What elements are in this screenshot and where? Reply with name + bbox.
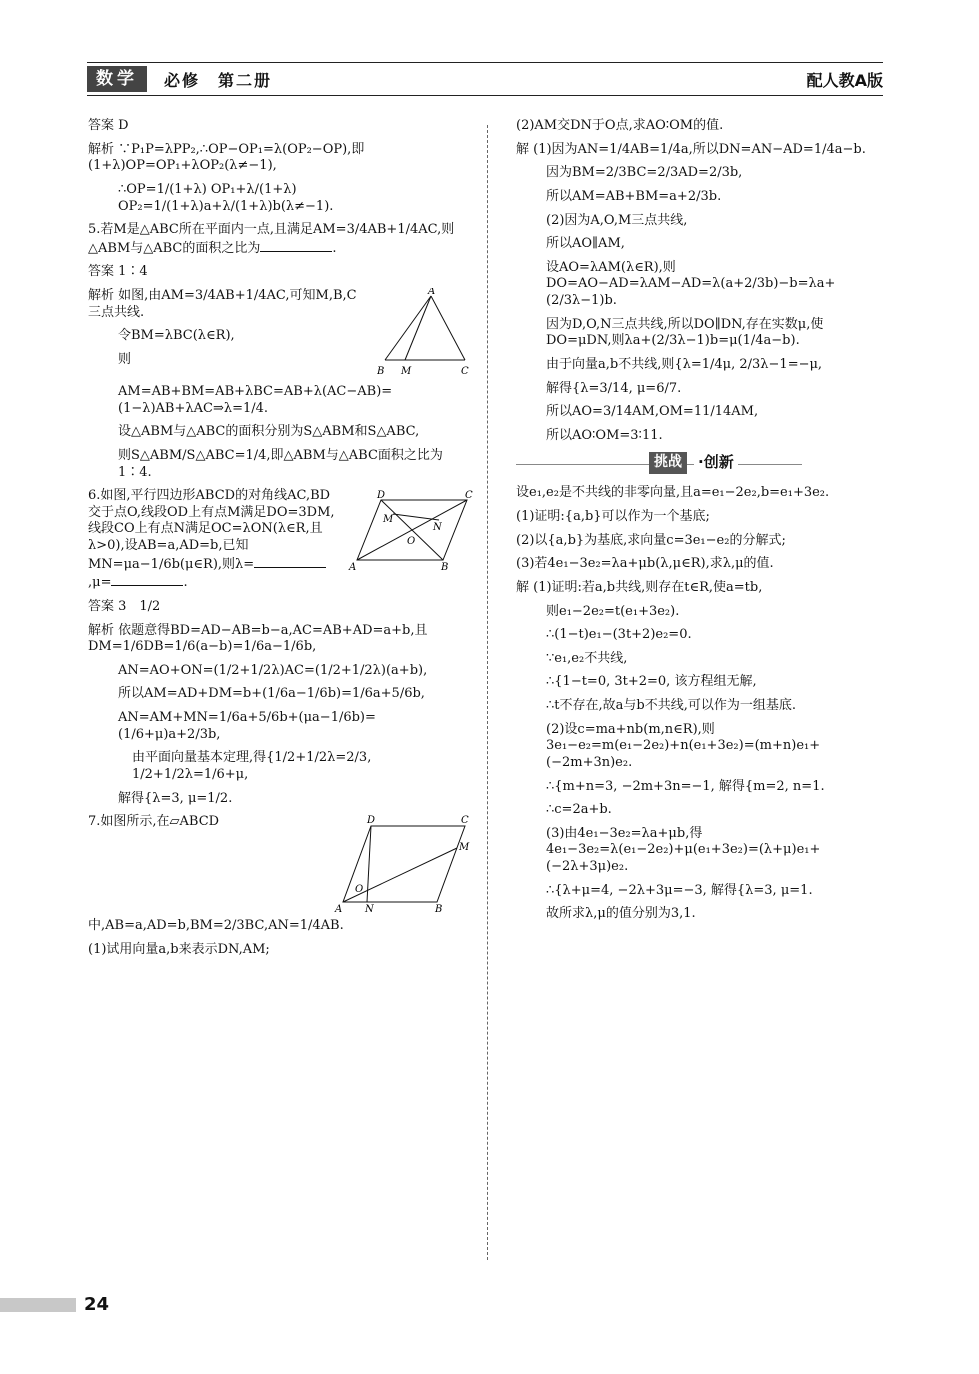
solution-7e: 所以AO∥AM,: [546, 236, 625, 252]
solution-7b: 因为BM=2/3BC=2/3AD=2/3b,: [546, 165, 743, 181]
analysis-6c: 所以AM=AD+DM=b+(1/6a−1/6b)=1/6a+5/6b,: [118, 686, 425, 702]
parallelogram-figure-6: [343, 488, 473, 572]
answer-6: 答案 3 1/2: [88, 598, 161, 614]
fig7-label-c: C: [461, 815, 469, 827]
solution-7i: 解得{λ=3/14, μ=6/7.: [546, 380, 682, 396]
question-7-part2: (2)AM交DN于O点,求AO∶OM的值.: [516, 118, 724, 133]
solution-7j: 所以AO=3/14AM,OM=11/14AM,: [546, 404, 759, 420]
solution-7h: 由于向量a,b不共线,则{λ=1/4μ, 2/3λ−1=−μ,: [546, 356, 823, 372]
challenge-solution-3: ∴(1−t)e₁−(3t+2)e₂=0.: [546, 627, 692, 643]
fig5-label-m: M: [401, 366, 412, 377]
challenge-solution-1: 解 (1)证明:若a,b共线,则存在t∈R,使a=tb,: [516, 579, 763, 595]
fig7-label-m: M: [459, 842, 470, 854]
analysis-5e: 则S△ABM/S△ABC=1/4,即△ABM与△ABC面积之比为1∶4.: [118, 447, 443, 480]
column-divider: [487, 125, 488, 1260]
challenge-solution-12: 故所求λ,μ的值分别为3,1.: [546, 906, 696, 922]
fig6-label-a: A: [349, 562, 357, 573]
challenge-badge: 挑战: [649, 452, 687, 474]
challenge-stem: 设e₁,e₂是不共线的非零向量,且a=e₁−2e₂,b=e₁+3e₂.: [516, 485, 830, 501]
analysis-6d: AN=AM+MN=1/6a+5/6b+(μa−1/6b)=(1/6+μ)a+2/3b,: [118, 710, 376, 742]
fig5-label-b: B: [377, 366, 385, 377]
solution-7f: 设AO=λAM(λ∈R),则DO=AO−AD=λAM−AD=λ(a+2/3b)−b=λa+(2/3λ−1)b.: [546, 259, 836, 308]
challenge-solution-5: ∴{1−t=0, 3t+2=0, 该方程组无解,: [546, 674, 757, 690]
analysis-6a: 解析 依题意得BD=AD−AB=b−a,AC=AB+AD=a+b,且DM=1/6DB=1/6(a−b)=1/6a−1/6b,: [88, 622, 428, 655]
right-column: [516, 118, 886, 930]
challenge-part2: (2)以{a,b}为基底,求向量c=3e₁−e₂的分解式;: [516, 532, 786, 548]
header-bottom-rule: [87, 95, 883, 96]
answer-blank-mu[interactable]: [111, 573, 183, 586]
fig5-label-a: A: [428, 288, 436, 297]
left-column: [88, 118, 473, 965]
solution-7g: 因为D,O,N三点共线,所以DO∥DN,存在实数μ,使DO=μDN,则λa+(2/3λ−1)b=μ(1/4a−b).: [546, 316, 824, 349]
challenge-solution-7: (2)设c=ma+nb(m,n∈R),则3e₁−e₂=m(e₁−2e₂)+n(e₁+3e₂)=(m+n)e₁+(−2m+3n)e₂.: [546, 721, 821, 770]
question-7: 7.如图所示,在▱ABCD中,AB=a,AD=b,BM=2/3BC,AN=1/4AB.: [88, 814, 344, 934]
challenge-section-header: [516, 451, 886, 477]
triangle-figure: [377, 288, 473, 380]
answer-blank[interactable]: [260, 239, 332, 252]
book-title: 必修 第二册: [164, 71, 273, 90]
fig6-label-m: M: [383, 514, 394, 526]
page-number: 24: [84, 1294, 110, 1315]
analysis-6b: AN=AO+ON=(1/2+1/2λ)AC=(1/2+1/2λ)(a+b),: [118, 662, 428, 678]
fig7-label-b: B: [435, 904, 443, 915]
solution-7d: (2)因为A,O,M三点共线,: [546, 212, 688, 228]
answer-4: 答案 D: [88, 118, 129, 133]
challenge-solution-6: ∴t不存在,故a与b不共线,可以作为一组基底.: [546, 698, 796, 713]
answer-blank-lambda[interactable]: [254, 555, 326, 568]
fig6-label-c: C: [465, 490, 473, 502]
analysis-5c: 则AM=AB+BM=AB+λBC=AB+λ(AC−AB)=(1−λ)AB+λAC⇒λ=1/4.: [118, 351, 393, 416]
challenge-solution-8: ∴{m+n=3, −2m+3n=−1, 解得{m=2, n=1.: [546, 778, 825, 794]
challenge-part3: (3)若4e₁−3e₂=λa+μb(λ,μ∈R),求λ,μ的值.: [516, 556, 774, 572]
footer-bar: [0, 1298, 76, 1312]
fig5-label-c: C: [461, 366, 469, 377]
solution-7a: 解 (1)因为AN=1/4AB=1/4a,所以DN=AN−AD=1/4a−b.: [516, 141, 866, 157]
analysis-5d: 设△ABM与△ABC的面积分别为S△ABM和S△ABC,: [118, 424, 420, 440]
innovation-title: ·创新: [694, 453, 738, 472]
challenge-solution-4: ∵e₁,e₂不共线,: [546, 650, 628, 666]
publisher-label: 配人教A版: [806, 71, 883, 90]
answer-5: 答案 1∶4: [88, 264, 148, 280]
analysis-5a: 解析 如图,由AM=3/4AB+1/4AC,可知M,B,C三点共线.: [88, 288, 357, 320]
solution-7c: 所以AM=AB+BM=a+2/3b.: [546, 188, 722, 204]
solution-7k: 所以AO∶OM=3∶11.: [546, 427, 663, 443]
analysis-5b: 令BM=λBC(λ∈R),: [118, 328, 235, 344]
header-top-rule: [87, 62, 883, 63]
subject-badge: 数学: [87, 66, 147, 92]
analysis-6e: 由平面向量基本定理,得{1/2+1/2λ=2/3, 1/2+1/2λ=1/6+μ,: [132, 750, 372, 782]
parallelogram-figure-7: [333, 814, 473, 914]
fig7-label-d: D: [367, 815, 376, 827]
fig7-label-o: O: [355, 884, 364, 896]
fig6-label-b: B: [441, 562, 449, 573]
fig6-label-o: O: [407, 536, 416, 548]
challenge-solution-2: 则e₁−2e₂=t(e₁+3e₂).: [546, 603, 680, 619]
fig6-label-d: D: [377, 490, 386, 502]
fig7-label-n: N: [365, 904, 374, 915]
challenge-solution-10: (3)由4e₁−3e₂=λa+μb,得4e₁−3e₂=λ(e₁−2e₂)+μ(e₁+3e₂)=(λ+μ)e₁+(−2λ+3μ)e₂.: [546, 825, 821, 874]
analysis-4-result: ∴OP=1/(1+λ) OP₁+λ/(1+λ) OP₂=1/(1+λ)a+λ/(1+λ)b(λ≠−1).: [118, 181, 334, 214]
fig6-label-n: N: [433, 522, 442, 534]
fig7-label-a: A: [335, 904, 343, 915]
question-7-part1: (1)试用向量a,b来表示DN,AM;: [88, 941, 270, 957]
analysis-4: 解析 ∵P₁P=λPP₂,∴OP−OP₁=λ(OP₂−OP),即(1+λ)OP=OP₁+λOP₂(λ≠−1),: [88, 141, 365, 174]
analysis-6f: 解得{λ=3, μ=1/2.: [118, 790, 233, 806]
challenge-part1: (1)证明:{a,b}可以作为一个基底;: [516, 509, 710, 524]
question-5: 5.若M是△ABC所在平面内一点,且满足AM=3/4AB+1/4AC,则△ABM与△ABC的面积之比为 .: [88, 222, 455, 256]
challenge-solution-9: ∴c=2a+b.: [546, 802, 612, 818]
challenge-solution-11: ∴{λ+μ=4, −2λ+3μ=−3, 解得{λ=3, μ=1.: [546, 882, 813, 898]
question-6: 6.如图,平行四边形ABCD的对角线AC,BD交于点O,线段OD上有点M满足DO=3DM,线段CO上有点N满足OC=λON(λ∈R,且λ>0),设AB=a,AD=b,已知MN=μa−1/6b(μ∈R),则λ=,μ= .: [88, 488, 335, 591]
